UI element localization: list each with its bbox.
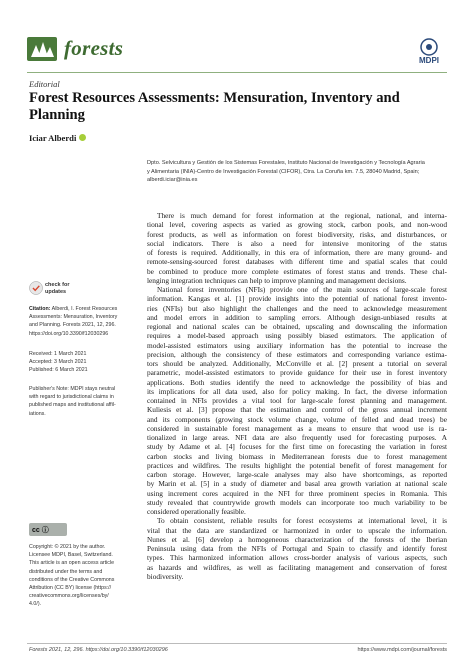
body-text-line: Peninsula using data from the NFIs of Portugal and Spain to classify and identify forest	[147, 544, 447, 553]
body-text-line: parametric, model-assisted estimators to provide guidance for their use in forest inventory	[147, 368, 447, 378]
body-text-line: tionalized in large areas. NFI data are also frequently used for forecasting purposes. A	[147, 433, 447, 442]
mdpi-logo-icon	[412, 37, 446, 57]
citation-block: Citation: Alberdi, I. Forest Resources Assessments: Mensuration, Inventory and Planning. Forests 2021, 12, 296. https://doi.org/10.3390/f12030296	[29, 305, 129, 338]
footer-citation: Forests 2021, 12, 296. https://doi.org/10.3390/f12030296	[29, 647, 168, 653]
mdpi-logo	[412, 37, 446, 65]
body-text-line: and its components (growing stock volume change, volume of felled and dead trees) be	[147, 414, 447, 424]
copyright-block: Copyright: © 2021 by the author. Licensee MDPI, Basel, Switzerland. This article is an open access article distributed under the terms and conditions of the Creative Commons Attribution (CC BY) license (https:// creativecommons.org/licenses/by/ 4.0/).	[29, 544, 115, 608]
article-title: Forest Resources Assessments: Mensuration, Inventory and Planning	[29, 90, 400, 123]
body-text-line: remote-sensing-sourced forest databases with different time and spatial scales that could	[147, 257, 447, 267]
body-text-line: study by Adame et al. [4] focuses for the first time on forecasting the variation in forest	[147, 442, 447, 452]
body-text-line: practices and wildfires. The results highlight the potential benefit of forest management for	[147, 460, 447, 470]
body-text-line: carbon stocks and living biomass in Mediterranean forests due to forest management	[147, 451, 447, 461]
body-text-line: requires a model-based approach using possibly biased estimators. The application of	[147, 331, 447, 341]
cc-license-badge[interactable]: cc ⓘ	[29, 523, 67, 536]
body-text-line: forest products, as well as information on forest biodiversity, risks, and disturbances, or	[147, 229, 447, 239]
footer-divider	[27, 643, 447, 644]
article-body	[147, 211, 447, 581]
body-text-line: carbon storage. However, large-scale analyses may also have shortcomings, as reported	[147, 470, 447, 479]
body-text-line: Nunes et al. [6] develop a homogeneous characterization of the forests of the Iberian	[147, 534, 447, 544]
publisher-note: Publisher's Note: MDPI stays neutral with regard to jurisdictional claims in published maps and institutional affil- iations.	[29, 386, 116, 417]
journal-name: forests	[64, 36, 124, 60]
author-name: Iciar Alberdi	[29, 133, 86, 143]
body-text-line: regional and national scales can be obtained, upscaling and downscaling the information	[147, 322, 447, 331]
body-text-line: tors should be analyzed. Additionally, McConville et al. [2] present a tutorial on several	[147, 359, 447, 368]
body-text-line: vital that the data are standardized or harmonized in order to upscale the information.	[147, 525, 447, 535]
affiliation: Dpto. Selvicultura y Gestión de los Sistemas Forestales, Instituto Nacional de Investigación y Tecnología Agraria y Alimentaria (INIA)-Centro de Investigación Forestal (CIFOR), Ctra. La Coruña km. 7.5, 28040 Madrid, Spain; alberdi.iciar@inia.es	[147, 160, 425, 183]
body-text-line: contained in NFIs provides a vital tool for large-scale forest planning and management.	[147, 396, 447, 405]
body-text-line: considered in sustainable forest management as a means to ensure that wood use is ra-	[147, 423, 447, 433]
body-text-line: Kuliesis et al. [3] propose that the estimation and control of the gross annual increment	[147, 405, 447, 415]
forests-logo-icon	[27, 37, 57, 61]
body-text-line: precision, although the consistency of these estimators and corresponding variance estima-	[147, 349, 447, 359]
body-text-line: applications. Both studies identify the need to acknowledge the possibility of bias and	[147, 377, 447, 387]
body-text-line: tional level, covering aspects as varied as growing stock, carbon pools, and non-wood	[147, 220, 447, 230]
body-text-line: as hazards and wildfires, as well as facilitating management and conservation of forest	[147, 562, 447, 572]
doi-link[interactable]: https://doi.org/10.3390/f12030296	[29, 330, 109, 337]
orcid-icon[interactable]	[79, 134, 86, 141]
body-text-line: considered operationally feasible.	[147, 507, 246, 516]
body-text-line: social indicators. There is also a need for intensive monitoring of the status	[147, 238, 447, 248]
body-text-line: and model errors in addition to sampling errors. Although design-unbiased results at	[147, 312, 447, 322]
body-text-line: information. Kangas et al. [1] provide insights into the potential of national forest invento-	[147, 294, 447, 304]
body-text-line: National forest inventories (NFIs) provide one of the main sources of large-scale forest	[157, 285, 447, 294]
footer-journal-link[interactable]: https://www.mdpi.com/journal/forests	[357, 647, 447, 653]
body-text-line: ries (NFIs) but also highlight the challenges and the need to acknowledge measurement	[147, 303, 447, 313]
publisher-name: MDPI	[419, 56, 439, 65]
check-for-updates-icon[interactable]	[29, 281, 43, 295]
body-text-line: biodiversity.	[147, 571, 184, 581]
body-text-line: To obtain consistent, reliable results for forest ecosystems at international level, it is	[157, 516, 447, 526]
body-text-line: model-assisted estimators using auxiliary information has the potential to increase the	[147, 340, 447, 350]
article-type: Editorial	[29, 79, 60, 89]
body-text-line: types. This harmonized information allows cross-border analysis of various aspects, such	[147, 553, 447, 563]
body-text-line: study revealed that countrywide growth models can incorporate too much variability to be	[147, 497, 447, 507]
body-text-line: by Marin et al. [5] in a study of diameter and basal area growth variation at national scale	[147, 479, 447, 489]
check-for-updates-label[interactable]: check for updates	[45, 282, 70, 295]
body-text-line: its implications for all data used, also for policy making. In fact, the diverse information	[147, 386, 447, 396]
body-text-line: lenging integration techniques can help to improve planning and management decisions.	[147, 275, 407, 285]
header-divider	[27, 72, 447, 73]
body-text-line: be combined to produce more complete estimates of forest status and trends. These chal-	[147, 266, 447, 276]
dates-block: Received: 1 March 2021 Accepted: 3 March 2021 Published: 6 March 2021	[29, 351, 88, 374]
body-text-line: of forests is required. Additionally, in this era of information, there are many ground- and	[147, 248, 447, 257]
body-text-line: using increment cores acquired in the NFI for three prominent species in Romania. This	[147, 488, 447, 498]
body-text-line: There is much demand for forest information at the regional, national, and interna-	[157, 211, 447, 220]
